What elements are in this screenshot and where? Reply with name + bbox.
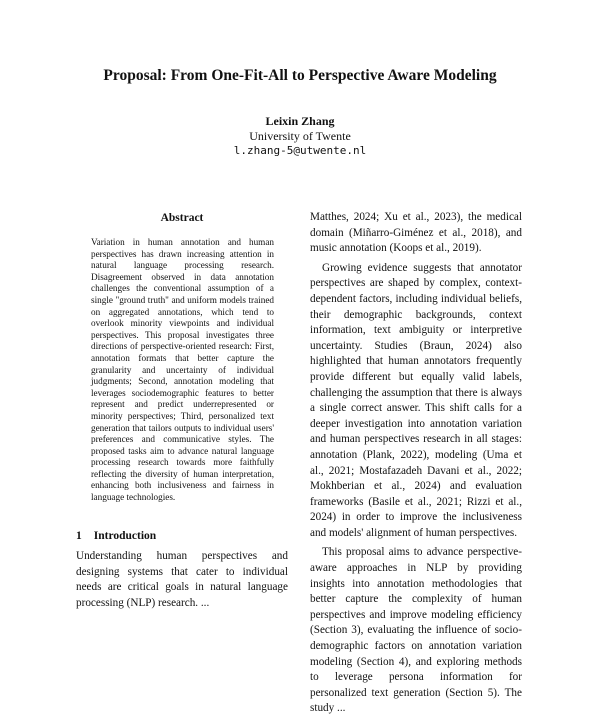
body-paragraph: Growing evidence suggests that annotator perspectives are shaped by complex, context-dependent factors, including individual beliefs, their demographic backgrounds, context information, text ambiguity or interpretive uncertainty. Studies (Braun, 2024) also highlighted that human annotators frequently provide different but equally valid labels, challenging the assumption that there is always a single correct answer. This shift calls for a deeper investigation into annotation variation and human perspectives research in all stages: annotation (Plank, 2022), modeling (Uma et al., 2021; Mostafazadeh Davani et al., 2022; Mokhberian et al., 2024) and evaluation frameworks (Basile et al., 2021; Rizzi et al., 2024) in order to improve the inclusiveness and models' alignment of human perspectives.	[310, 261, 522, 539]
author-email[interactable]: l.zhang-5@utwente.nl	[233, 144, 367, 157]
right-column	[310, 210, 522, 715]
body-paragraph: This proposal aims to advance perspective-aware approaches in NLP by providing insights into annotation methodologies that better capture the complexity of human perspectives and improve modeling efficiency (Section 3), evaluating the influence of socio-demographic factors on annotation variation modeling (Section 4), and exploring methods to leverage persona information for personalized text generation (Section 5). The study ...	[310, 546, 522, 715]
author-name: Leixin Zhang	[265, 114, 335, 128]
section-heading-introduction	[76, 530, 156, 542]
continuation-paragraph: Matthes, 2024; Xu et al., 2023), the medical domain (Miñarro-Giménez et al., 2018), and music annotation (Koops et al., 2019).	[310, 211, 522, 255]
introduction-paragraph: Understanding human perspectives and designing systems that cater to individual needs are critical goals in natural language processing (NLP) research. ...	[76, 550, 288, 609]
author-affiliation: University of Twente	[249, 129, 351, 143]
section-number: 1	[76, 530, 82, 542]
section-title: Introduction	[93, 530, 157, 542]
paper-title: Proposal: From One-Fit-All to Perspective Aware Modeling	[103, 67, 497, 84]
abstract-heading: Abstract	[160, 212, 204, 224]
abstract-text: Variation in human annotation and human perspectives has drawn increasing attention in natural language processing research. Disagreement observed in data annotation challenges the conventional assumption of a single "ground truth" and uniform models trained on aggregated annotations, which tend to overlook minority viewpoints and individual perspectives. This proposal investigates three directions of perspective-oriented research: First, annotation formats that better capture the granularity and uncertainty of individual judgments; Second, annotation modeling that leverages sociodemographic features to better represent and predict underrepresented or minority perspectives; Third, personalized text generation that tailors outputs to individual users' preferences and communicative styles. The proposed tasks aim to advance natural language processing research towards more faithfully reflecting the diversity of human interpretation, enhancing both inclusiveness and fairness in language technologies.	[91, 237, 274, 503]
